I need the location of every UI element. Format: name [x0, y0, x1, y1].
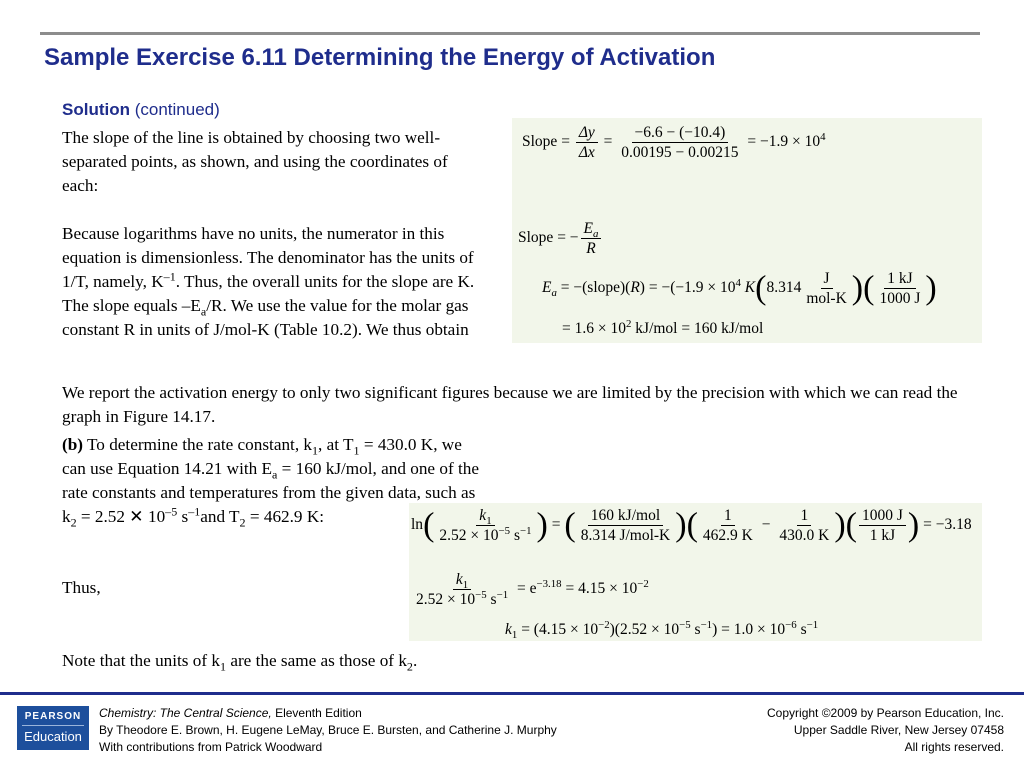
- footer-credits: Chemistry: The Central Science, Eleventh Edition By Theodore E. Brown, H. Eugene LeMay, Bruce E. Bursten, and Catherine J. Murphy With contributions from Patrick Woodward: [99, 706, 557, 754]
- solution-label: Solution: [62, 100, 130, 119]
- equation-slope-value: Slope = $\frac{\Delta y}{\Delta x}$ = $\frac{-6.6 - (-10.4)}{0.00195 - 0.00215}$ = $-1.9 \times 10^4$: [522, 124, 826, 161]
- equation-ln-ratio: ln( $\frac{k_1}{2.52 \times 10^{-5} s^{-1}}$ ) = ( $\frac{\text{160 kJ/mol}}{\text{8.314 J/mol-K}}$ )( $\frac{1}{462.9 K}$ − $\frac{1}{430.0 K}$ )( $\frac{1000 J}{1 kJ}$ ) = −3.18: [411, 506, 972, 544]
- pearson-logo: PEARSON Education: [17, 706, 89, 750]
- slide-title: [44, 44, 715, 72]
- equation-exponential: $\frac{k_1}{2.52 \times 10^{-5} s^{-1}}$ = $e^{-3.18} = 4.15 \times 10^{-2}$: [416, 571, 649, 608]
- title-bold: Sample Exercise 6.11: [44, 44, 287, 71]
- footer-copyright: Copyright ©2009 by Pearson Education, Inc. Upper Saddle River, New Jersey 07458 All rights reserved.: [767, 706, 1004, 754]
- paragraph-note: Note that the units of $k_1$ are the same as those of $k_2$.: [62, 651, 418, 674]
- title-rest: Determining the Energy of Activation: [293, 44, 716, 71]
- equation-activation-energy: $E_a$ = −(slope)(R) = $-(-1.9 \times 10^4$ K(8.314 $\frac{J}{\text{mol-K}}$ )( $\frac{1 kJ}{1000 J}$ ): [542, 269, 937, 307]
- equation-box-slope: [512, 118, 982, 343]
- equation-box-rate-constant: [409, 503, 982, 641]
- paragraph-thus: Thus,: [62, 578, 101, 597]
- bottom-divider: [0, 692, 1024, 695]
- solution-heading: [62, 100, 220, 120]
- paragraph-slope: The slope of the line is obtained by choosing two well-separated points, as shown, and using the coordinates of each:: [62, 128, 448, 195]
- paragraph-part-b: (b) To determine the rate constant, $k_1$, at $T_1 = 430.0$ K, we can use Equation 14.21 with $E_a = 160$ kJ/mol, and one of the rate constants and temperatures from the given data, such as $k_2 = 2.52$ ✕ $10^{-5}$ $s^{-1}and$ $T_2 = 462.9$ K:: [62, 435, 479, 530]
- paragraph-significant-figures: We report the activation energy to only two significant figures because we are limited by the precision with which we can read the graph in Figure 14.17.: [62, 383, 958, 426]
- paragraph-units: Because logarithms have no units, the numerator in this equation is dimensionless. The denominator has the units of 1/T, namely, $K^{-1}$. Thus, the overall units for the slope are K. The slope equals $-E_a/R$. We use the value for the molar gas constant R in units of J/mol-K (Table 10.2). We thus obtain: [62, 224, 475, 339]
- top-divider: [40, 32, 980, 35]
- equation-slope-definition: Slope = − $\frac{E_a}{R}$: [518, 220, 603, 257]
- equation-activation-energy-result: = $1.6 \times 10^2$ kJ/mol = 160 kJ/mol: [562, 317, 764, 337]
- equation-k1-result: $k_1 = (4.15 \times 10^{-2})(2.52 \times 10^{-5}$ $s^{-1}) = 1.0 \times 10^{-6}$ $s^{-1}$: [505, 618, 819, 642]
- solution-note: (continued): [134, 100, 220, 119]
